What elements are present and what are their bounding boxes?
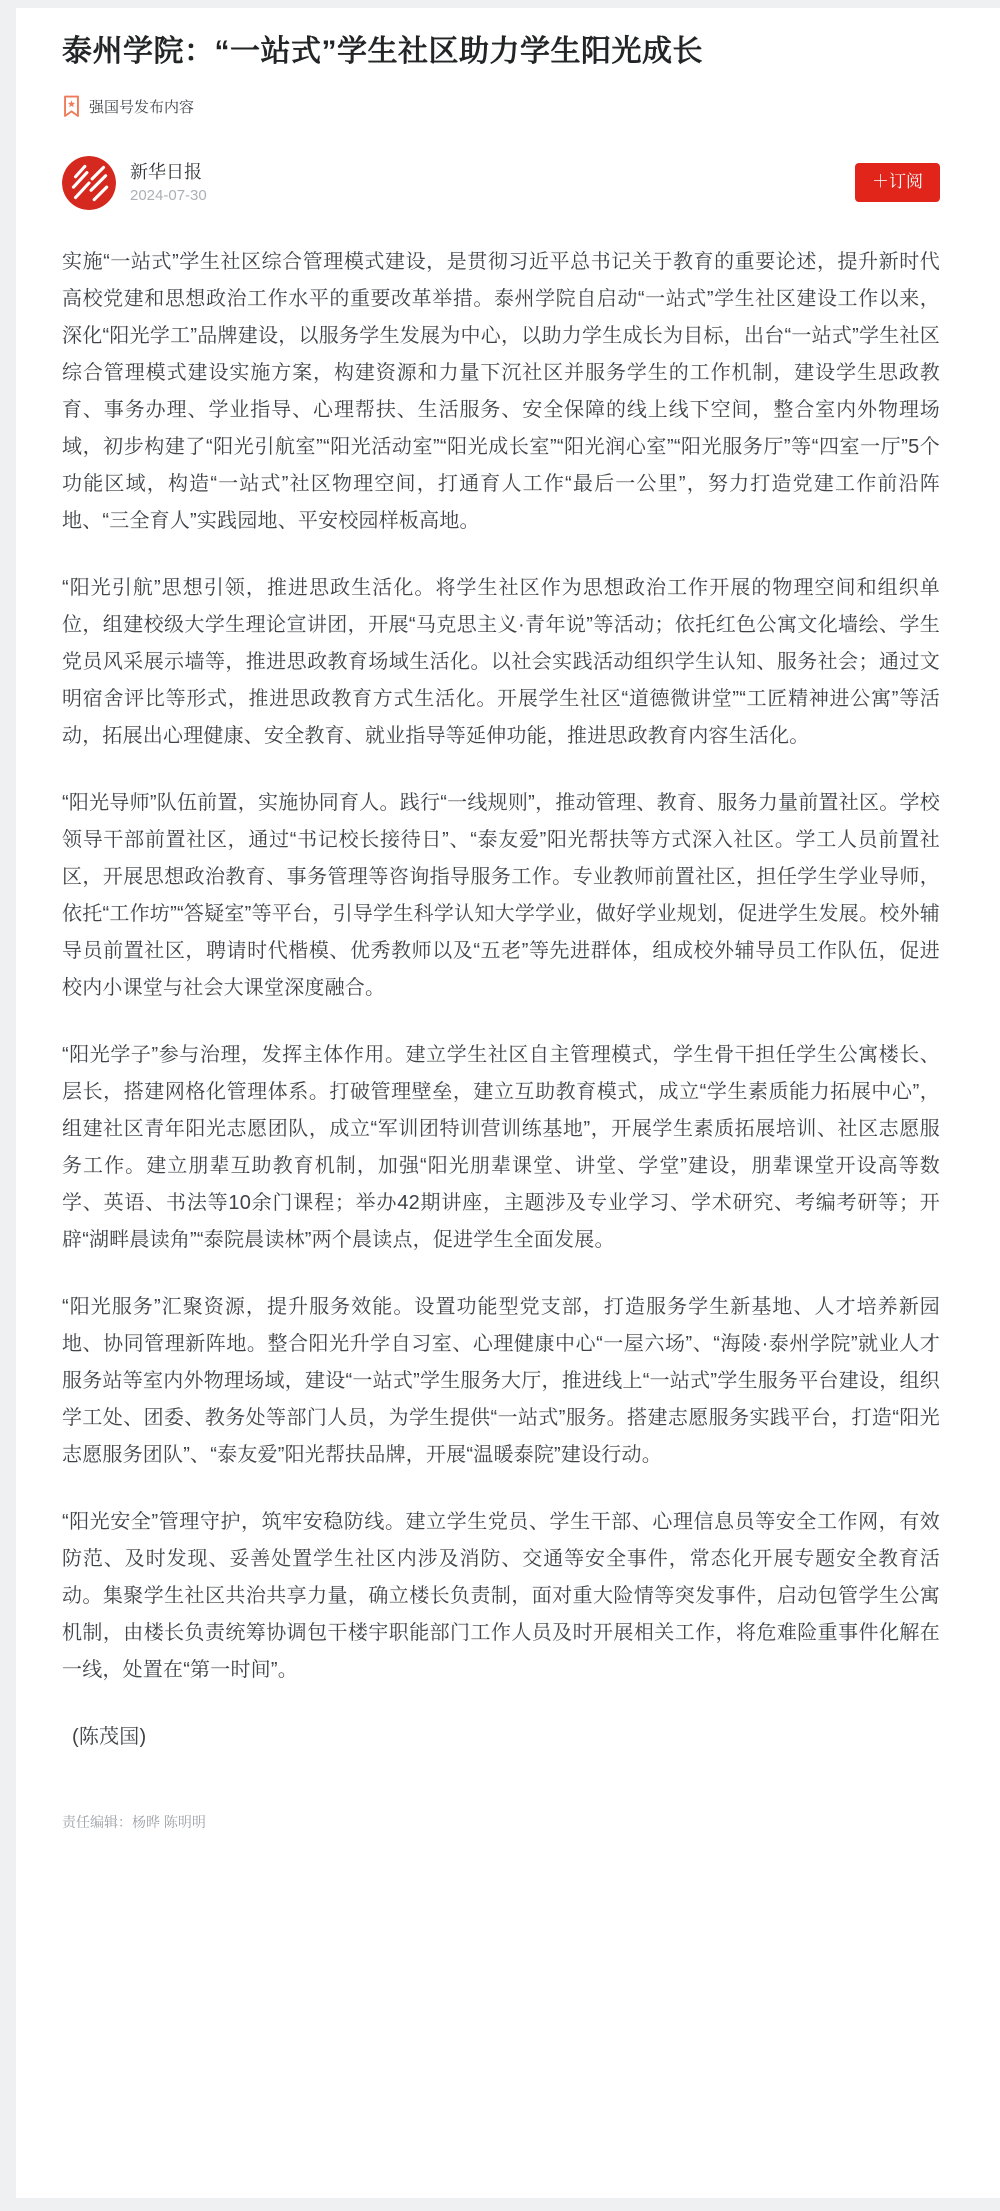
author-byline: (陈茂国) bbox=[72, 1725, 147, 1748]
paragraph-6: “阳光安全”管理守护，筑牢安稳防线。建立学生党员、学生干部、心理信息员等安全工作网，有效防范、及时发现、妥善处置学生社区内涉及消防、交通等安全事件，常态化开展专题安全教育活动。集聚学生社区共治共享力量，确立楼长负责制，面对重大险情等突发事件，启动包管学生公寓机制，由楼长负责统筹协调包干楼宇职能部门工作人员及时开展相关工作，将危难险重事件化解在一线，处置在“第一时间”。 bbox=[62, 1510, 940, 1681]
publish-date: 2024-07-30 bbox=[130, 187, 207, 205]
publisher-row bbox=[62, 156, 940, 210]
source-badge bbox=[62, 95, 940, 118]
article-body bbox=[62, 244, 940, 1832]
paragraph-1: 实施“一站式”学生社区综合管理模式建设，是贯彻习近平总书记关于教育的重要论述，提升新时代高校党建和思想政治工作水平的重要改革举措。泰州学院自启动“一站式”学生社区建设工作以来，深化“阳光学工”品牌建设，以服务学生发展为中心，以助力学生成长为目标，出台“一站式”学生社区综合管理模式建设实施方案，构建资源和力量下沉社区并服务学生的工作机制，建设学生思政教育、事务办理、学业指导、心理帮扶、生活服务、安全保障的线上线下空间，整合室内外物理场域，初步构建了“阳光引航室”“阳光活动室”“阳光成长室”“阳光润心室”“阳光服务厅”等“四室一厅”5个功能区域，构造“一站式”社区物理空间，打通育人工作“最后一公里”，努力打造党建工作前沿阵地、“三全育人”实践园地、平安校园样板高地。 bbox=[62, 250, 940, 532]
publisher-meta bbox=[130, 161, 207, 204]
article-card bbox=[16, 8, 1000, 2198]
xinhua-daily-logo[interactable] bbox=[62, 156, 116, 210]
bookmark-star-icon bbox=[62, 95, 81, 118]
paragraph-2: “阳光引航”思想引领，推进思政生活化。将学生社区作为思想政治工作开展的物理空间和组织单位，组建校级大学生理论宣讲团，开展“马克思主义·青年说”等活动；依托红色公寓文化墙绘、学生党员风采展示墙等，推进思政教育场域生活化。以社会实践活动组织学生认知、服务社会；通过文明宿舍评比等形式，推进思政教育方式生活化。开展学生社区“道德微讲堂”“工匠精神进公寓”等活动，拓展出心理健康、安全教育、就业指导等延伸功能，推进思政教育内容生活化。 bbox=[62, 576, 940, 747]
paragraph-5: “阳光服务”汇聚资源，提升服务效能。设置功能型党支部，打造服务学生新基地、人才培养新园地、协同管理新阵地。整合阳光升学自习室、心理健康中心“一屋六场”、“海陵·泰州学院”就业人才服务站等室内外物理场域，建设“一站式”学生服务大厅，推进线上“一站式”学生服务平台建设，组织学工处、团委、教务处等部门人员，为学生提供“一站式”服务。搭建志愿服务实践平台，打造“阳光志愿服务团队”、“泰友爱”阳光帮扶品牌，开展“温暖泰院”建设行动。 bbox=[62, 1295, 940, 1466]
publisher-info[interactable] bbox=[62, 156, 207, 210]
publisher-name[interactable]: 新华日报 bbox=[130, 161, 202, 182]
badge-label: 强国号发布内容 bbox=[89, 98, 195, 116]
paragraph-4: “阳光学子”参与治理，发挥主体作用。建立学生社区自主管理模式，学生骨干担任学生公寓楼长、层长，搭建网格化管理体系。打破管理壁垒，建立互助教育模式，成立“学生素质能力拓展中心”，组建社区青年阳光志愿团队，成立“军训团特训营训练基地”，开展学生素质拓展培训、社区志愿服务工作。建立朋辈互助教育机制，加强“阳光朋辈课堂、讲堂、学堂”建设，朋辈课堂开设高等数学、英语、书法等10余门课程；举办42期讲座，主题涉及专业学习、学术研究、考编考研等；开辟“湖畔晨读角”“泰院晨读林”两个晨读点，促进学生全面发展。 bbox=[62, 1043, 940, 1251]
subscribe-button[interactable]: ＋订阅 bbox=[855, 163, 940, 201]
paragraph-3: “阳光导师”队伍前置，实施协同育人。践行“一线规则”，推动管理、教育、服务力量前置社区。学校领导干部前置社区，通过“书记校长接待日”、“泰友爱”阳光帮扶等方式深入社区。学工人员前置社区，开展思想政治教育、事务管理等咨询指导服务工作。专业教师前置社区，担任学生学业导师，依托“工作坊”“答疑室”等平台，引导学生科学认知大学学业，做好学业规划，促进学生发展。校外辅导员前置社区，聘请时代楷模、优秀教师以及“五老”等先进群体，组成校外辅导员工作队伍，促进校内小课堂与社会大课堂深度融合。 bbox=[62, 791, 940, 999]
page-title: 泰州学院：“一站式”学生社区助力学生阳光成长 bbox=[62, 35, 703, 68]
editor-credit: 责任编辑：杨晔 陈明明 bbox=[62, 1813, 206, 1830]
